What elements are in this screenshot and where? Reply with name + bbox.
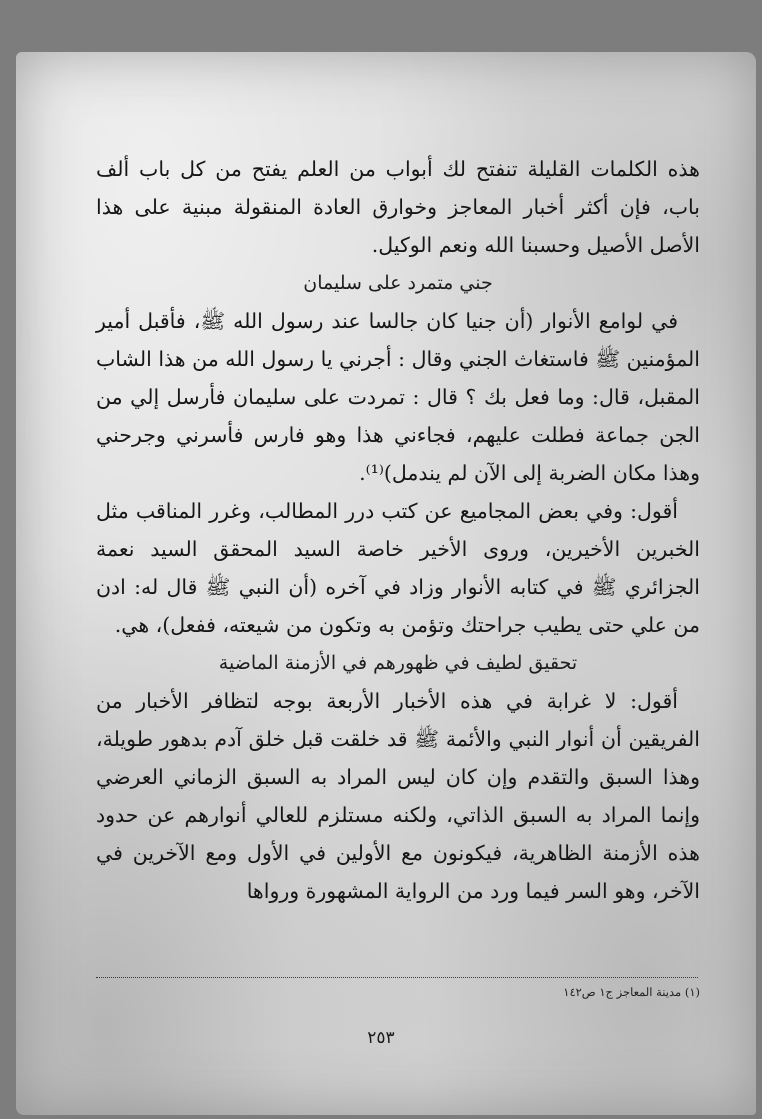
paragraph-lawami-al-anwar: في لوامع الأنوار (أن جنيا كان جالسا عند رسول الله ﷺ، فأقبل أمير المؤمنين ﷺ فاستغاث الجني وقال : أجرني يا رسول الله من هذا الشاب المقبل، قال: وما فعل بك ؟ قال : تمردت على سليمان فأرسل إلي من الجن جماعة فطلت عليهم، فجاءني هذا وهو فارس فأسرني وجرحني وهذا مكان الضربة إلى الآن لم يندمل)⁽¹⁾. [96, 309, 700, 485]
paragraph-four-narrations: أقول: لا غرابة في هذه الأخبار الأربعة بوجه لتظافر الأخبار من الفريقين أن أنوار النبي والأئمة ﷺ قد خلقت قبل خلق آدم بدهور طويلة، وهذا السبق والتقدم وإن كان ليس المراد به السبق الزماني العرضي وإنما المراد به السبق الذاتي، ولكنه مستلزم للعالي أنوارهم عن حدود هذه الأزمنة الظاهرية، فيكونون مع الأولين في الأول ومع الآخرين في الآخر، وهو السر فيما ورد من الرواية المشهورة ورواها [96, 689, 700, 903]
footnote: (١) مدينة المعاجز ج١ ص١٤٢ [563, 985, 700, 999]
page-body [96, 150, 700, 910]
section-heading-subtle-investigation: تحقيق لطيف في ظهورهم في الأزمنة الماضية [218, 652, 578, 674]
paragraph-intro: هذه الكلمات القليلة تنفتح لك أبواب من العلم يفتح من كل باب ألف باب، فإن أكثر أخبار المعاجز وخوارق العادة المنقولة مبنية على هذا الأصل الأصيل وحسبنا الله ونعم الوكيل. [96, 157, 700, 257]
paragraph-majami-narration: أقول: وفي بعض المجاميع عن كتب درر المطالب، وغرر المناقب مثل الخبرين الأخيرين، وروى الأخير خاصة السيد المحقق السيد نعمة الجزائري ﷺ في كتابه الأنوار وزاد في آخره (أن النبي ﷺ قال له: ادن من علي حتى يطيب جراحتك وتؤمن به وتكون من شيعته، ففعل)، هي. [96, 499, 700, 637]
footnote-divider [96, 977, 698, 978]
page-number: ٢٥٣ [367, 1028, 395, 1048]
section-heading-rebellious-jinn: جني متمرد على سليمان [303, 272, 493, 294]
